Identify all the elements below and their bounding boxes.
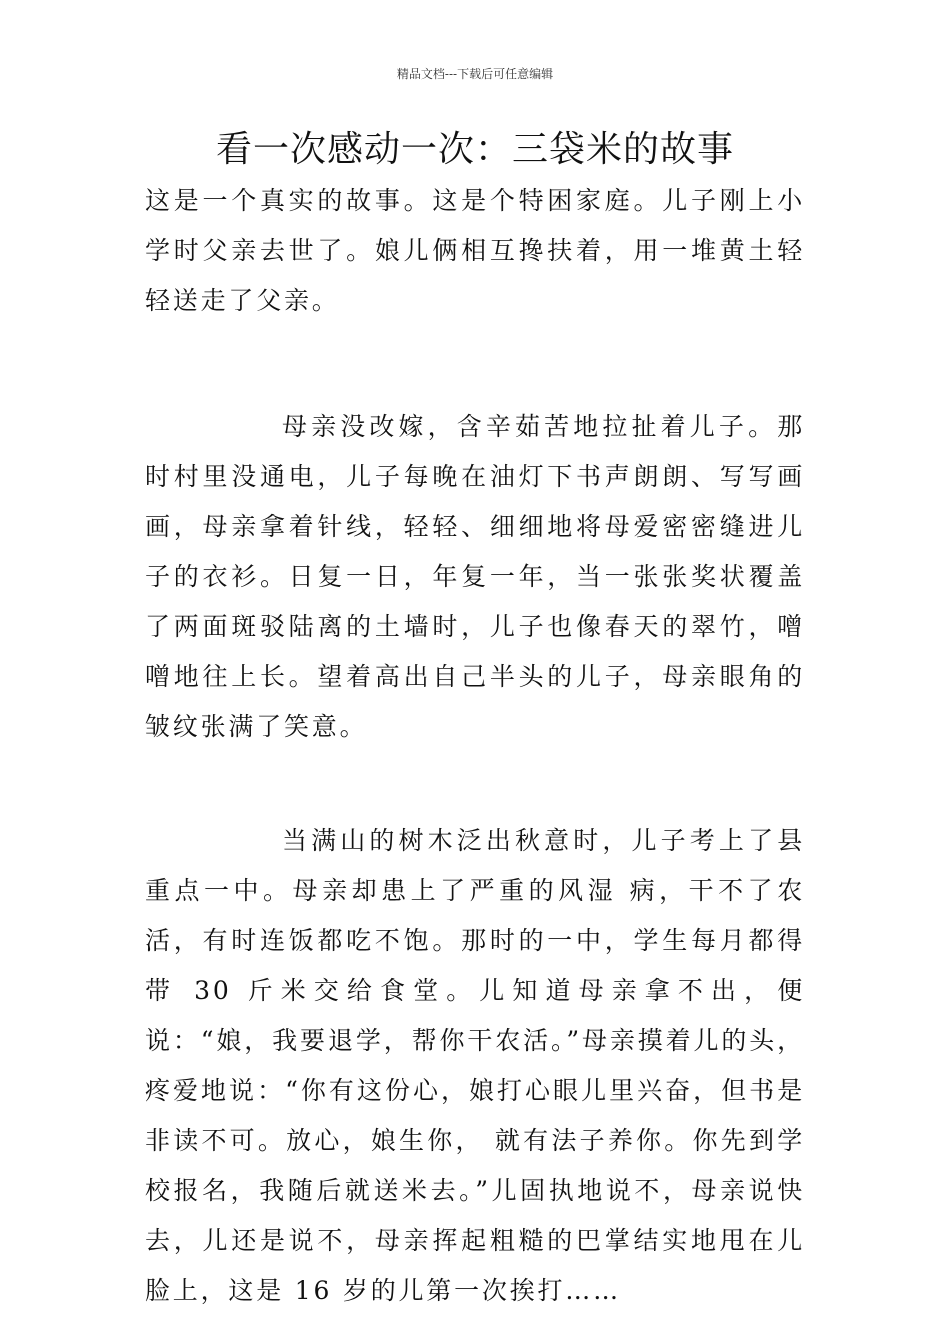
paragraph-2: 母亲没改嫁，含辛茹苦地拉扯着儿子。那时村里没通电，儿子每晚在油灯下书声朗朗、写写画画，母亲拿着针线，轻轻、细细地将母爱密密缝进儿子的衣衫。日复一日，年复一年，当一张张奖状覆盖了两面斑驳陆离的土墙时，儿子也像春天的翠竹，噌噌地往上长。望着高出自己半头的儿子，母亲眼角的皱纹张满了笑意。 <box>145 412 805 741</box>
document-body <box>145 176 805 1316</box>
document-title: 看一次感动一次：三袋米的故事 <box>215 129 734 170</box>
paragraph-1: 这是一个真实的故事。这是个特困家庭。儿子刚上小学时父亲去世了。娘儿俩相互搀扶着，用一堆黄土轻轻送走了父亲。 <box>145 186 805 315</box>
paragraph-3: 当满山的树木泛出秋意时，儿子考上了县重点一中。母亲却患上了严重的风湿 病，干不了农活，有时连饭都吃不饱。那时的一中，学生每月都得带 30 斤米交给食堂。儿知道母亲拿不出，便说：“娘，我要退学，帮你干农活。”母亲摸着儿的头，疼爱地说：“你有这份心，娘打心眼儿里兴奋，但书是非读不可。放心，娘生你， 就有法子养你。你先到学校报名，我随后就送米去。”儿固执地说不，母亲说快去，儿还是说不，母亲挥起粗糙的巴掌结实地甩在儿脸上，这是 16 岁的儿第一次挨打…… <box>145 826 805 1305</box>
paragraph-gap <box>145 802 805 816</box>
paragraph-gap <box>145 326 805 376</box>
paragraph-gap <box>145 376 805 402</box>
paragraph-gap <box>145 752 805 802</box>
page-header: 精品文档---下载后可任意编辑 <box>396 67 554 81</box>
